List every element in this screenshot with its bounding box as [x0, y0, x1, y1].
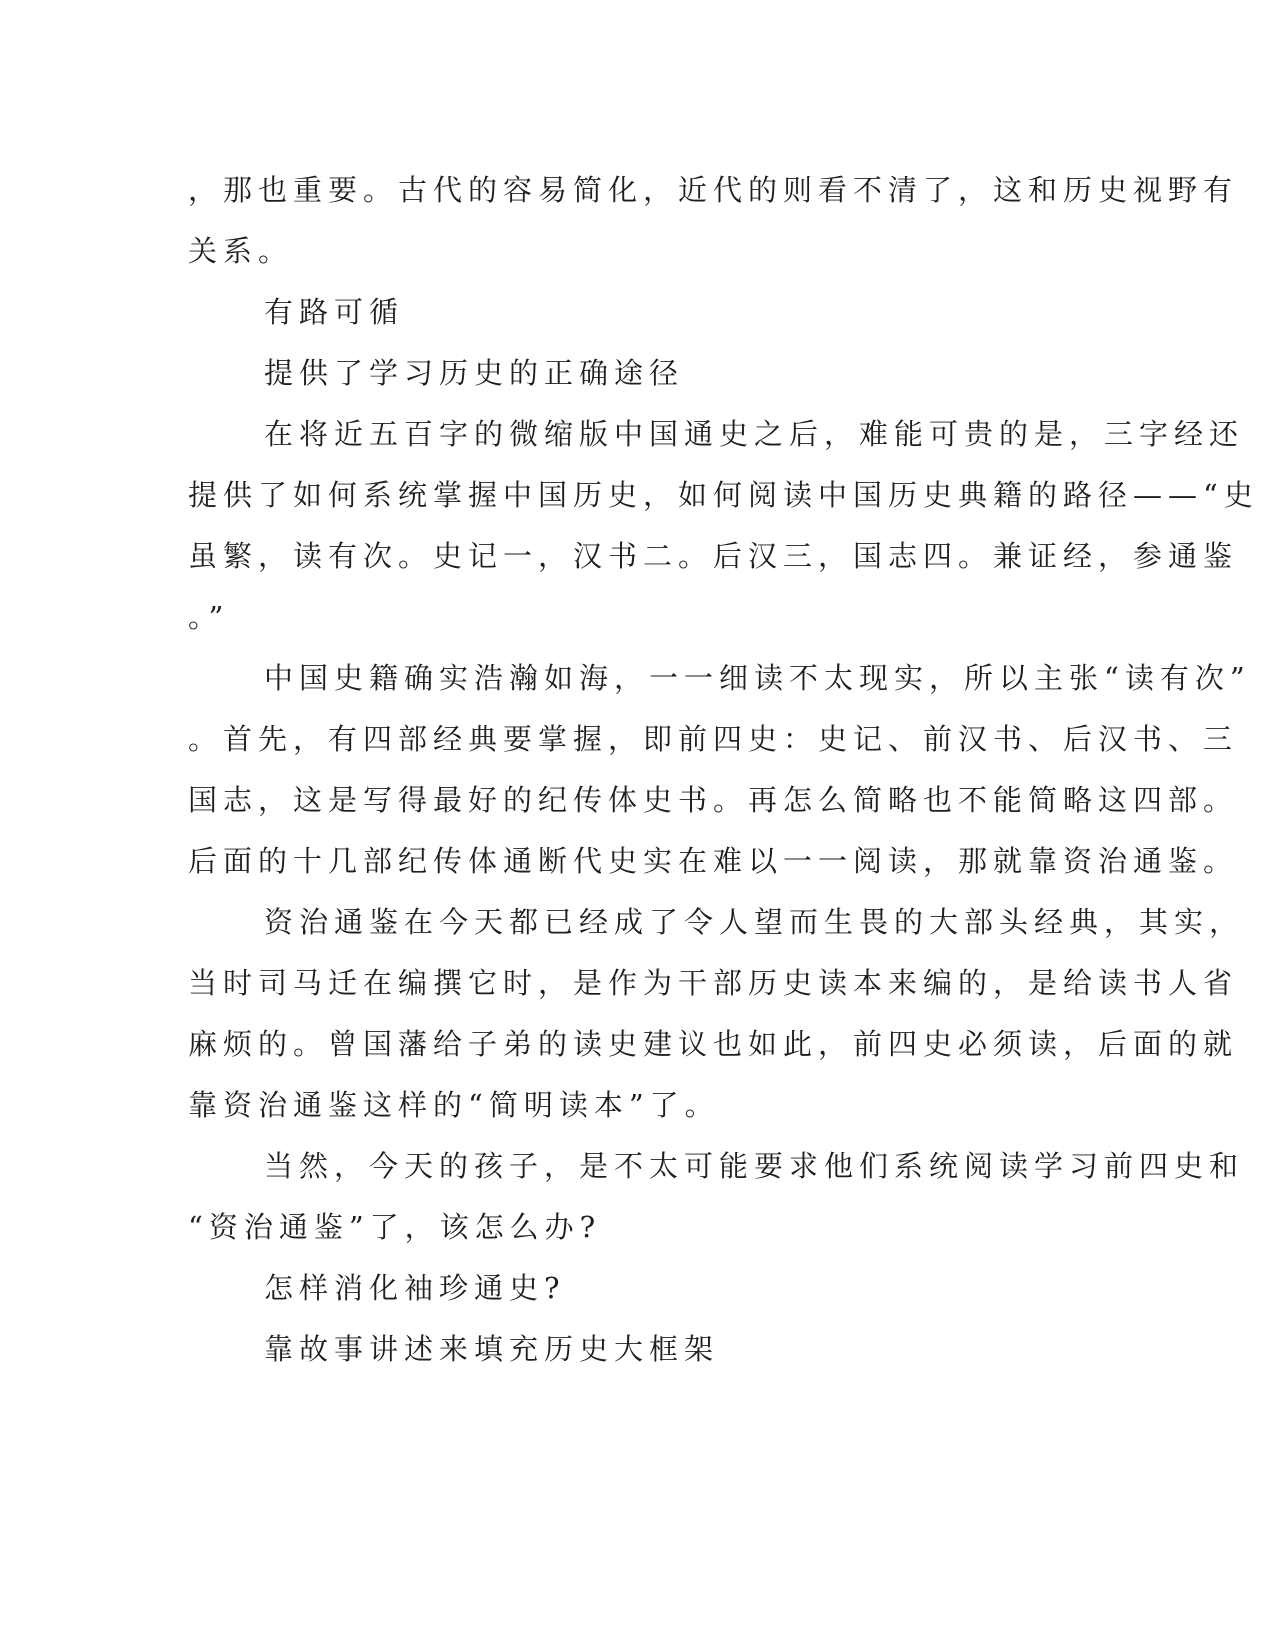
text-line: 中国史籍确实浩瀚如海，一一细读不太现实，所以主张“读有次” — [264, 661, 1251, 695]
text-line: 。首先，有四部经典要掌握，即前四史：史记、前汉书、后汉书、三 — [188, 722, 1239, 756]
section-subheading: 提供了学习历史的正确途径 — [264, 356, 685, 390]
document-body — [188, 160, 1259, 1380]
section-heading: 有路可循 — [264, 295, 405, 329]
text-line: 国志，这是写得最好的纪传体史书。再怎么简略也不能简略这四部。 — [188, 783, 1239, 817]
text-line: 后面的十几部纪传体通断代史实在难以一一阅读，那就靠资治通鉴。 — [188, 844, 1239, 878]
text-line: 提供了如何系统掌握中国历史，如何阅读中国历史典籍的路径——“史 — [188, 478, 1259, 512]
text-line: 。” — [188, 600, 230, 634]
text-line: 关系。 — [188, 234, 294, 268]
section-subheading: 靠故事讲述来填充历史大框架 — [264, 1332, 720, 1366]
text-line: 在将近五百字的微缩版中国通史之后，难能可贵的是，三字经还 — [264, 417, 1245, 451]
text-line: 当时司马迁在编撰它时，是作为干部历史读本来编的，是给读书人省 — [188, 966, 1239, 1000]
text-line: 当然，今天的孩子，是不太可能要求他们系统阅读学习前四史和 — [264, 1149, 1245, 1183]
text-line: 虽繁，读有次。史记一，汉书二。后汉三，国志四。兼证经，参通鉴 — [188, 539, 1239, 573]
section-heading: 怎样消化袖珍通史? — [264, 1271, 566, 1305]
text-line: 麻烦的。曾国藩给子弟的读史建议也如此，前四史必须读，后面的就 — [188, 1027, 1239, 1061]
text-line: “资治通鉴”了，该怎么办? — [188, 1210, 602, 1244]
text-line: ，那也重要。古代的容易简化，近代的则看不清了，这和历史视野有 — [188, 173, 1239, 207]
text-line: 资治通鉴在今天都已经成了令人望而生畏的大部头经典，其实， — [264, 905, 1245, 939]
text-line: 靠资治通鉴这样的“简明读本”了。 — [188, 1088, 720, 1122]
